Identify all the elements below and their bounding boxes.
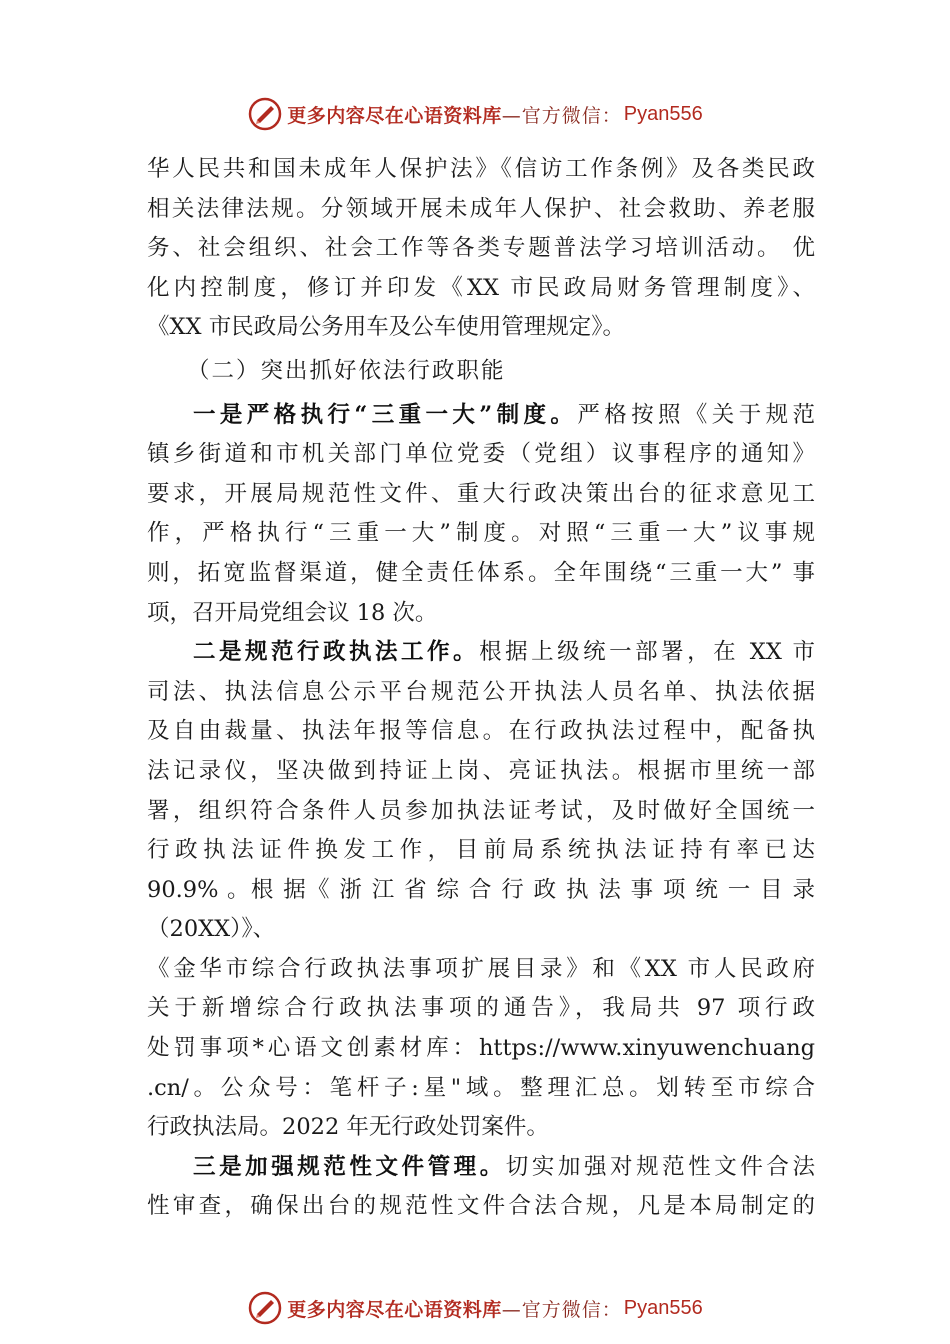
section-heading: （二）突出抓好依法行政职能 — [187, 357, 506, 384]
paragraph-lead: 一是严格执行“三重一大”制度。 — [193, 401, 578, 428]
paragraph-4 — [147, 1148, 815, 1227]
header-wechat-handle: Pyan556 — [623, 102, 703, 125]
text-line: 关于新增综合行政执法事项的通告》，我局共 97 项行政 — [147, 995, 815, 1022]
text-line: 法记录仪，坚决做到持证上岗、亮证执法。根据市里统一部 — [147, 757, 815, 784]
text-line — [147, 1148, 815, 1188]
text-line: （20XX）》、 — [147, 916, 276, 943]
text-line: 则，拓宽监督渠道，健全责任体系。全年围绕“三重一大” 事 — [147, 559, 815, 586]
footer-wechat-handle: Pyan556 — [623, 1296, 703, 1319]
footer-brand-text: 更多内容尽在心语资料库 — [287, 1298, 502, 1321]
text-line: 要求，开展局规范性文件、重大行政决策出台的征求意见工 — [147, 480, 815, 507]
text-line: 处罚事项*心语文创素材库：https://www.xinyuwenchuang — [147, 1035, 815, 1062]
text-line: 务、社会组织、社会工作等各类专题普法学习培训活动。 优 — [147, 235, 815, 262]
text-line: 署，组织符合条件人员参加执法证考试，及时做好全国统一 — [147, 797, 815, 824]
text-run: 切实加强对规范性文件合法 — [505, 1153, 815, 1180]
text-line: 作，严格执行“三重一大”制度。对照“三重一大”议事规 — [147, 520, 815, 547]
text-line: 行政执法局。2022 年无行政处罚案件。 — [147, 1114, 549, 1141]
text-line: 《XX 市民政局公务用车及公车使用管理规定》。 — [147, 314, 625, 341]
text-line: 相关法律法规。分领域开展未成年人保护、社会救助、养老服 — [147, 195, 815, 222]
text-line: 《金华市综合行政执法事项扩展目录》和《XX 市人民政府 — [147, 955, 815, 982]
footer-banner — [0, 1286, 950, 1330]
text-line: 镇乡街道和市机关部门单位党委（党组）议事程序的通知》 — [147, 441, 815, 468]
text-line: 司法、执法信息公示平台规范公开执法人员名单、执法依据 — [147, 678, 815, 705]
text-line: 项，召开局党组会议 18 次。 — [147, 599, 438, 626]
brand-logo-icon — [247, 96, 283, 132]
text-line — [147, 633, 815, 673]
text-run: 严格按照《关于规范 — [577, 401, 815, 428]
paragraph-1 — [147, 150, 815, 348]
text-line: 及自由裁量、执法年报等信息。在行政执法过程中，配备执 — [147, 718, 815, 745]
footer-wechat-label: —官方微信： — [501, 1298, 622, 1321]
paragraph-lead: 三是加强规范性文件管理。 — [193, 1153, 506, 1180]
text-line: 化内控制度，修订并印发《XX 市民政局财务管理制度》、 — [147, 274, 815, 301]
paragraph-2 — [147, 396, 815, 634]
header-brand-text: 更多内容尽在心语资料库 — [287, 104, 502, 127]
text-line — [147, 396, 815, 436]
text-line: 性审查，确保出台的规范性文件合法合规，凡是本局制定的 — [147, 1193, 815, 1220]
text-line: .cn/。公众号：笔杆子:星"域。整理汇总。划转至市综合 — [147, 1074, 815, 1101]
brand-logo-icon — [247, 1290, 283, 1326]
text-line: 90.9% 。根 据《 浙 江 省 综 合 行 政 执 法 事 项 统 一 目 录 — [147, 876, 815, 903]
header-wechat-label: —官方微信： — [501, 104, 622, 127]
paragraph-lead: 二是规范行政执法工作。 — [193, 639, 480, 666]
document-body — [147, 150, 815, 1227]
text-line: 行政执法证件换发工作，目前局系统执法证持有率已达 — [147, 837, 815, 864]
paragraph-3 — [147, 633, 815, 1148]
text-run: 根据上级统一部署，在 XX 市 — [479, 639, 815, 666]
header-banner — [0, 92, 950, 136]
text-line: 华人民共和国未成年人保护法》《信访工作条例》及各类民政 — [147, 156, 815, 182]
